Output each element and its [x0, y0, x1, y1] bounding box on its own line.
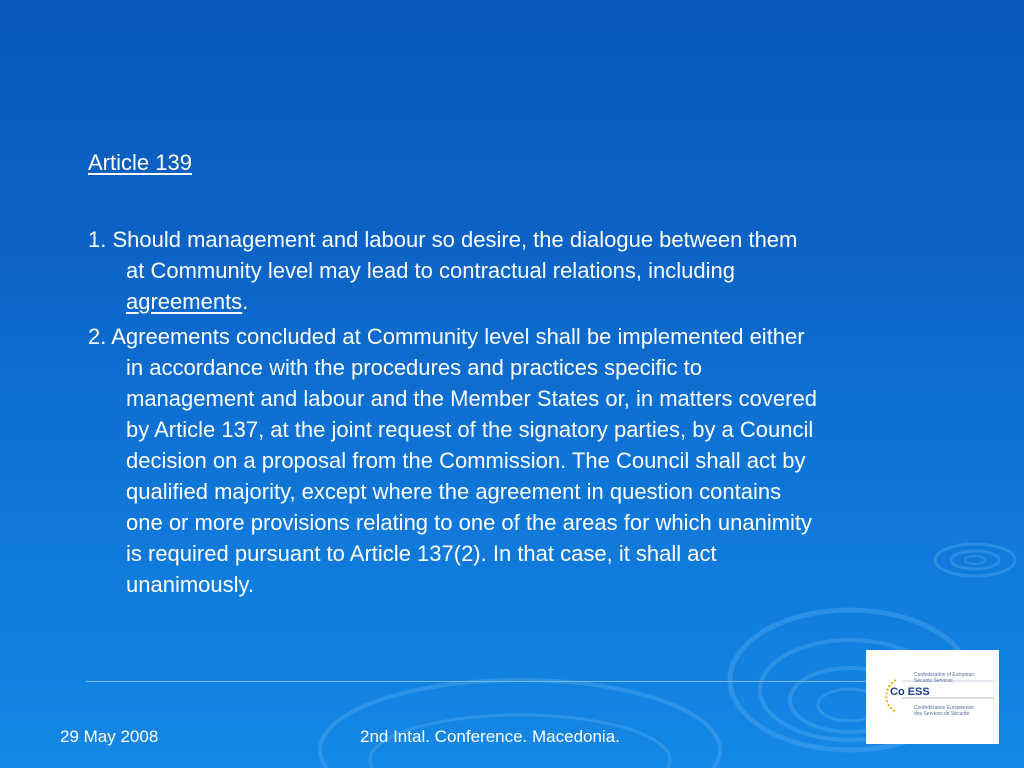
paragraph-2-line-6: qualified majority, except where the agreement in question contains — [126, 479, 782, 504]
coess-logo-mark-icon — [866, 650, 999, 744]
paragraph-2-line-5: decision on a proposal from the Commission. The Council shall act by — [126, 448, 806, 473]
paragraph-1-tail: . — [242, 289, 249, 314]
logo-top-text-line-2: Security Services — [914, 678, 953, 684]
footer-date: 29 May 2008 — [60, 727, 159, 746]
paragraph-2-line-2: in accordance with the procedures and practices specific to — [126, 355, 702, 380]
logo-wordmark: Co ESS — [890, 686, 930, 698]
paragraph-2-line-4: by Article 137, at the joint request of the signatory parties, by a Council — [126, 417, 814, 442]
paragraph-1-line-2: at Community level may lead to contractual relations, including — [126, 258, 735, 283]
paragraph-1 — [88, 224, 948, 317]
footer-divider — [86, 681, 876, 682]
agreements-link[interactable]: agreements — [126, 289, 243, 314]
paragraph-2-line-7: one or more provisions relating to one of the areas for which unanimity — [126, 510, 813, 535]
logo-bottom-text — [914, 705, 974, 717]
paragraph-2-line-1: 2. Agreements concluded at Community level shall be implemented either — [88, 324, 805, 349]
logo-top-text — [914, 672, 974, 684]
paragraph-2-line-9: unanimously. — [126, 572, 254, 597]
footer-conference: 2nd Intal. Conference. Macedonia. — [360, 727, 620, 746]
logo-bottom-text-line-1: Confédération Européenne — [914, 705, 975, 711]
paragraph-2-line-3: management and labour and the Member States or, in matters covered — [126, 386, 817, 411]
paragraph-1-line-3 — [88, 286, 948, 317]
coess-logo — [866, 650, 999, 744]
article-heading: Article 139 — [88, 150, 192, 175]
logo-top-text-line-1: Confederation of European — [914, 672, 975, 678]
paragraph-1-line-1: 1. Should management and labour so desire, the dialogue between them — [88, 227, 798, 252]
logo-bottom-text-line-2: des Services de Sécurité — [914, 711, 970, 717]
paragraph-2 — [88, 321, 948, 600]
paragraph-2-line-8: is required pursuant to Article 137(2). In that case, it shall act — [126, 541, 717, 566]
